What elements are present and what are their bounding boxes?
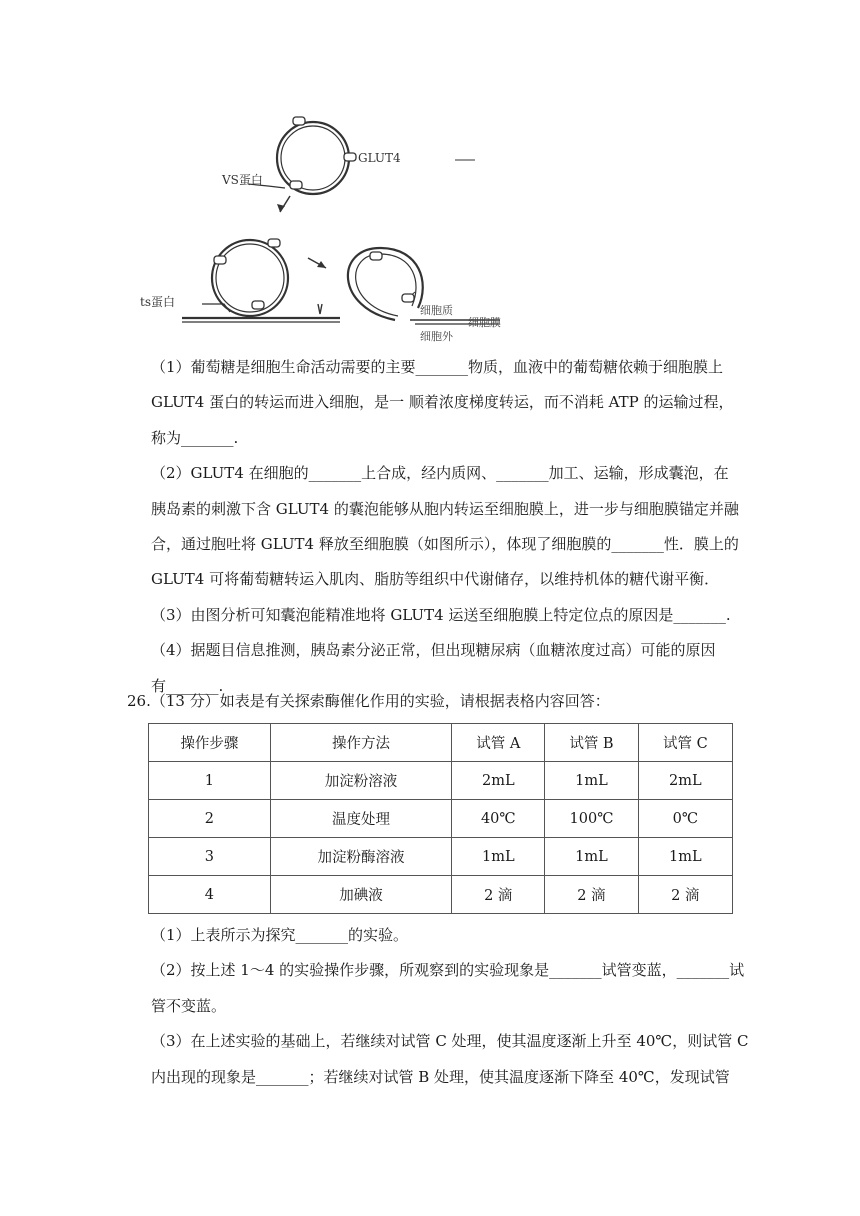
table-cell: 1mL <box>545 838 638 876</box>
q26-line: （2）按上述 1～4 的实验操作步骤，所观察到的实验现象是_______试管变蓝，_______试 <box>151 961 745 980</box>
table-cell: 2 滴 <box>545 876 638 914</box>
table-cell: 2 <box>149 800 271 838</box>
table-cell: 100℃ <box>545 800 638 838</box>
table-row <box>149 800 733 838</box>
q25-line: GLUT4 可将葡萄糖转运入肌肉、脂肪等组织中代谢储存，以维持机体的糖代谢平衡． <box>151 570 720 589</box>
membrane-label: 细胞膜 <box>468 316 501 329</box>
q25-line: （2）GLUT4 在细胞的_______上合成，经内质网、_______加工、运输，形成囊泡，在 <box>151 464 729 483</box>
q25-line: 有_______. <box>151 676 224 695</box>
table-header: 操作步骤 <box>149 724 271 762</box>
fused-membrane <box>348 248 423 320</box>
top-vesicle <box>277 122 349 194</box>
table-row <box>149 762 733 800</box>
q26-line: （3）在上述实验的基础上，若继续对试管 C 处理，使其温度逐渐上升至 40℃，则试管 C <box>151 1032 749 1051</box>
table-cell: 加淀粉酶溶液 <box>270 838 452 876</box>
table-header-row <box>149 724 733 762</box>
q26-line: 内出现的现象是_______；若继续对试管 B 处理，使其温度逐渐下降至 40℃，发现试管 <box>151 1067 730 1086</box>
extracellular-label: 细胞外 <box>420 330 453 343</box>
ts-protein-label: ts蛋白 <box>140 295 175 309</box>
table-cell: 2 滴 <box>452 876 545 914</box>
glut4-vesicle-diagram <box>140 108 540 348</box>
table-cell: 温度处理 <box>270 800 452 838</box>
q25-line: （4）据题目信息推测，胰岛素分泌正常，但出现糖尿病（血糖浓度过高）可能的原因 <box>151 641 716 660</box>
q26-title: 26.（13 分）如表是有关探索酶催化作用的实验，请根据表格内容回答： <box>127 692 610 710</box>
q25-line: （3）由图分析可知囊泡能精准地将 GLUT4 运送至细胞膜上特定位点的原因是_______. <box>151 605 731 624</box>
table-cell: 加淀粉溶液 <box>270 762 452 800</box>
table-cell: 1mL <box>545 762 638 800</box>
q26-line: 管不变蓝。 <box>151 996 227 1015</box>
table-cell: 1mL <box>638 838 732 876</box>
table-cell: 加碘液 <box>270 876 452 914</box>
q25-line: GLUT4 蛋白的转运而进入细胞，是一 顺着浓度梯度转运，而不消耗 ATP 的运输过程， <box>151 393 734 412</box>
table-header: 操作方法 <box>270 724 452 762</box>
experiment-table <box>148 723 733 914</box>
q26-line: （1）上表所示为探究_______的实验。 <box>151 926 409 944</box>
q26-text <box>151 918 749 1095</box>
table-header: 试管 B <box>545 724 638 762</box>
table-row <box>149 876 733 914</box>
table-header: 试管 C <box>638 724 732 762</box>
table-cell: 1mL <box>452 838 545 876</box>
table-cell: 40℃ <box>452 800 545 838</box>
table-cell: 0℃ <box>638 800 732 838</box>
q25-line: 胰岛素的刺激下含 GLUT4 的囊泡能够从胞内转运至细胞膜上，进一步与细胞膜锚定并融 <box>151 499 739 518</box>
table-cell: 2mL <box>638 762 732 800</box>
vs-protein-label: VS蛋白 <box>222 173 263 187</box>
table-cell: 2mL <box>452 762 545 800</box>
table-cell: 3 <box>149 838 271 876</box>
q25-text <box>151 350 739 704</box>
table-cell: 1 <box>149 762 271 800</box>
table-cell: 4 <box>149 876 271 914</box>
glut4-label: GLUT4 <box>358 151 401 165</box>
q25-line: 合，通过胞吐将 GLUT4 释放至细胞膜（如图所示），体现了细胞膜的_______性．膜上的 <box>151 535 739 554</box>
table-row <box>149 838 733 876</box>
table-cell: 2 滴 <box>638 876 732 914</box>
cytoplasm-label: 细胞质 <box>420 304 453 317</box>
q25-line: （1）葡萄糖是细胞生命活动需要的主要_______物质，血液中的葡萄糖依赖于细胞膜上 <box>151 358 724 376</box>
table-header: 试管 A <box>452 724 545 762</box>
q25-line: 称为_______. <box>151 428 239 447</box>
